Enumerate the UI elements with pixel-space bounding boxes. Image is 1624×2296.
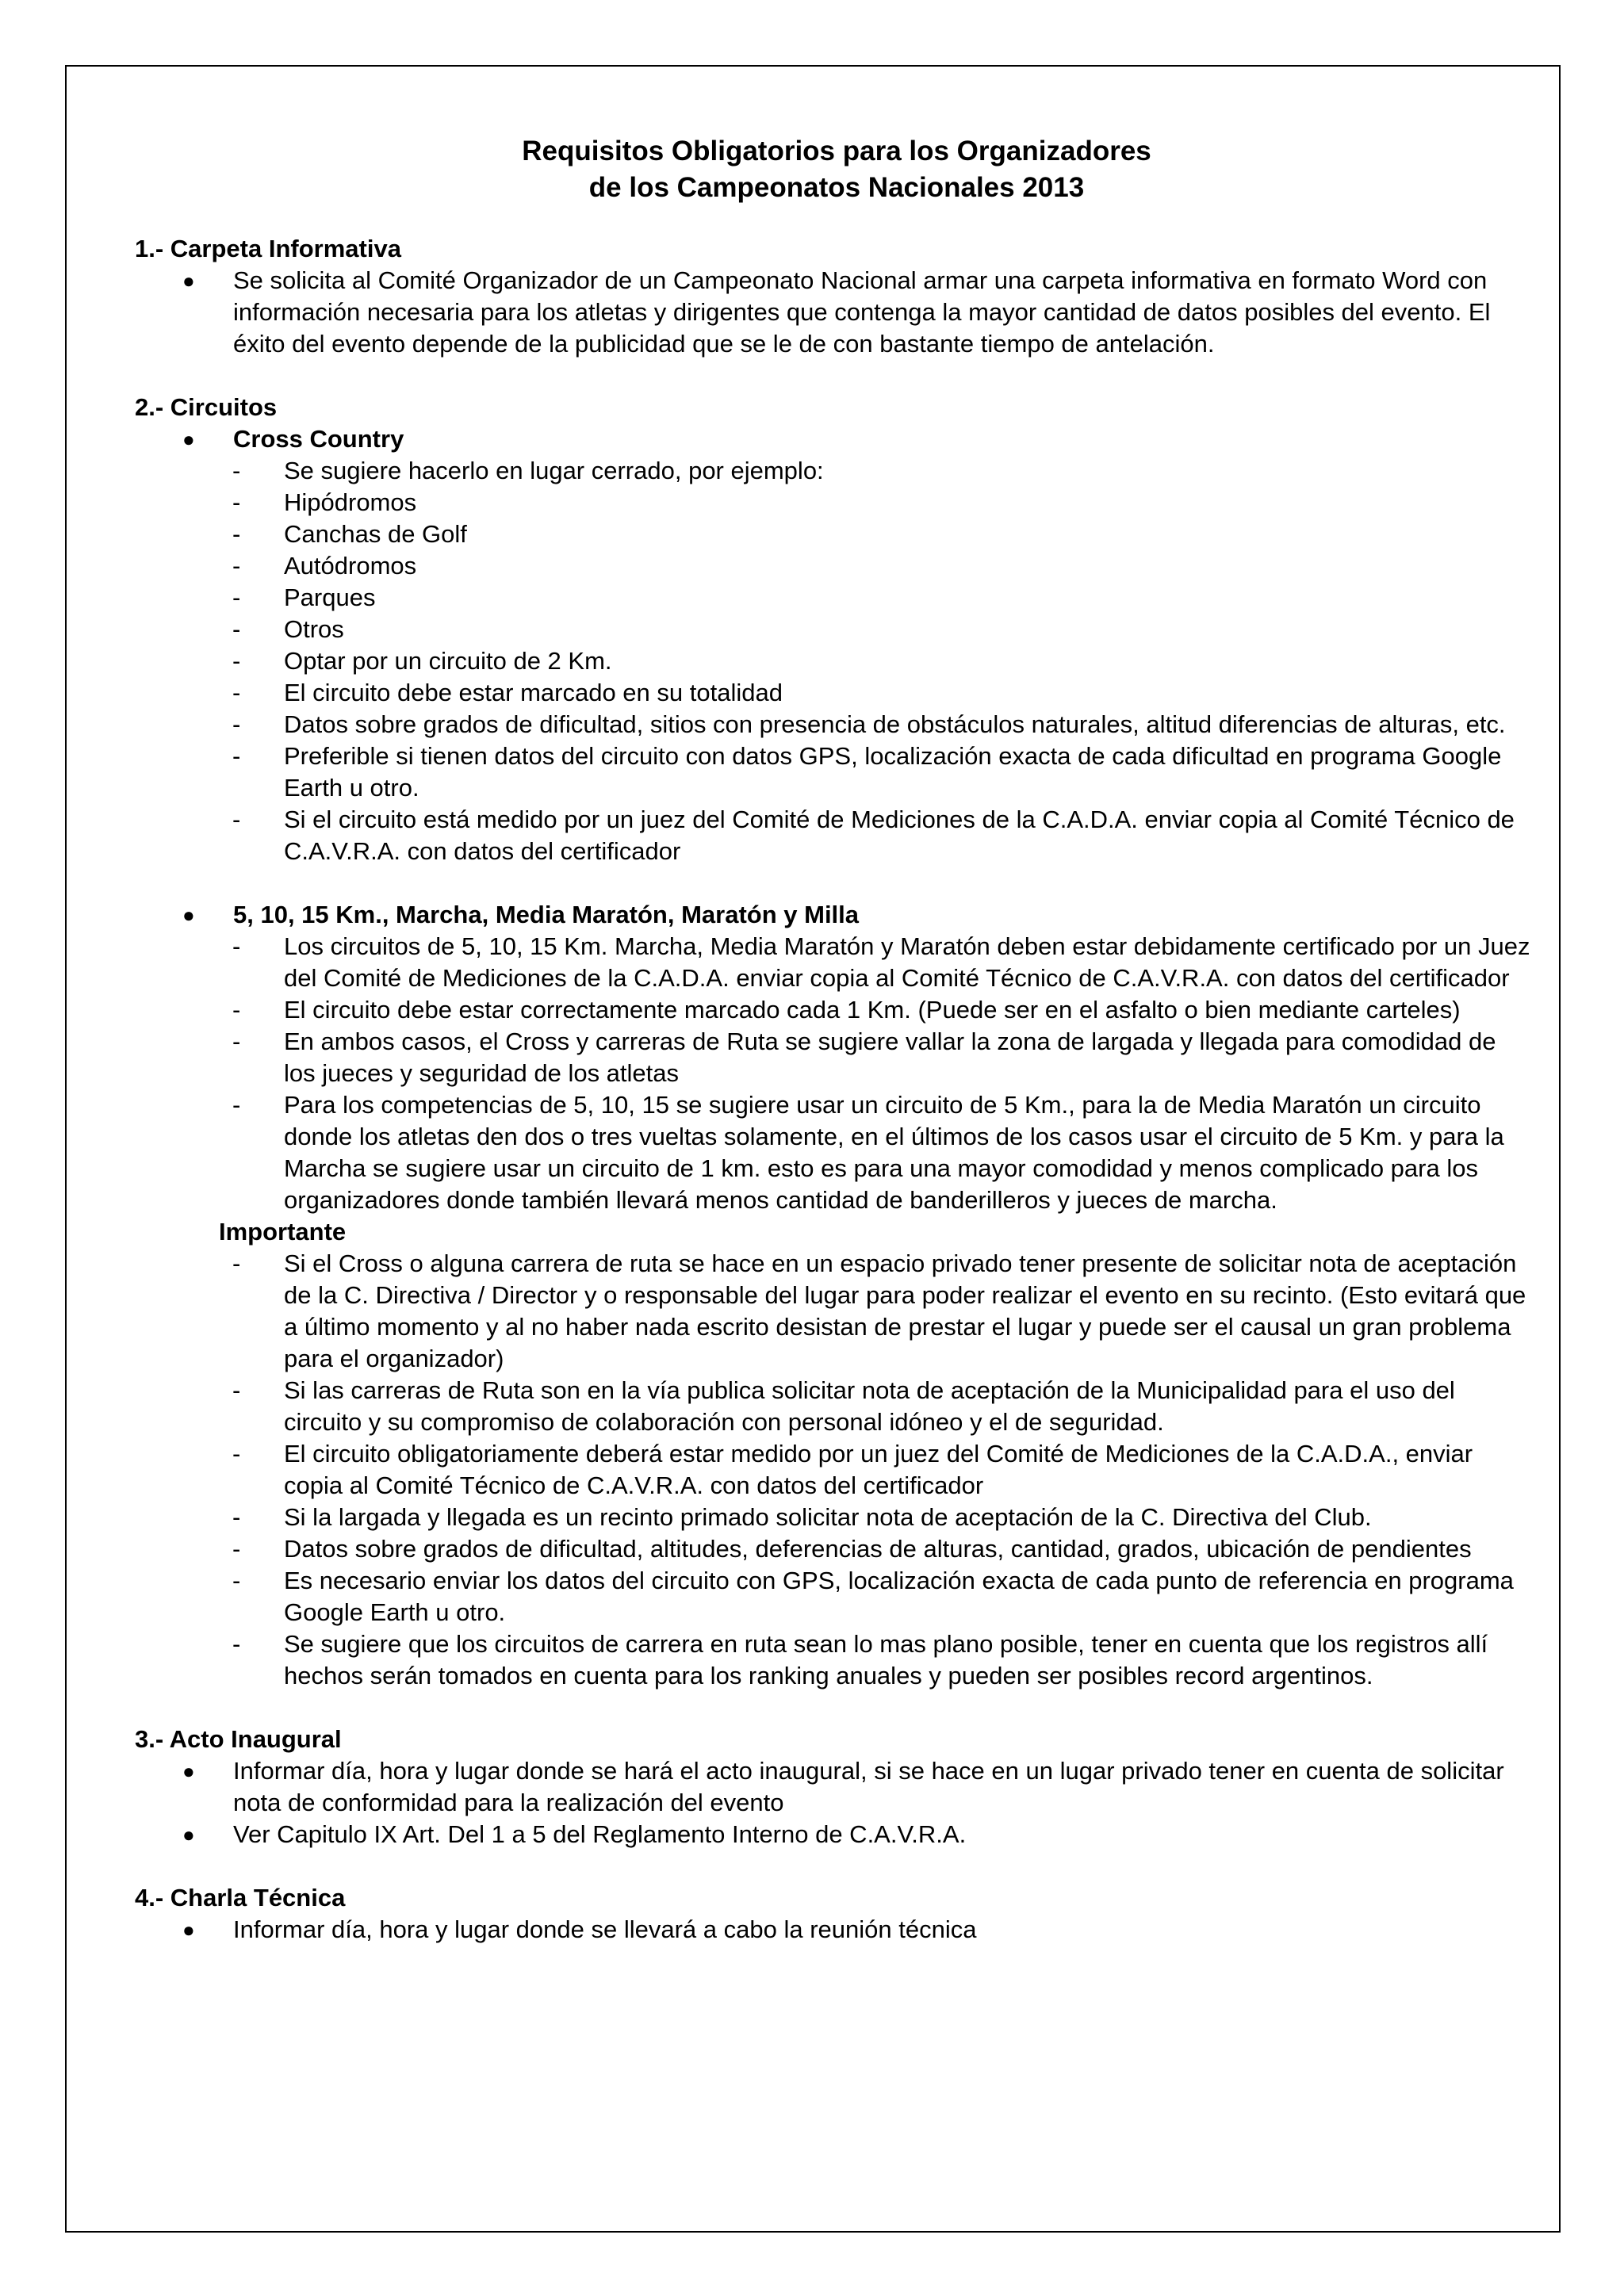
dash-text: Si el circuito está medido por un juez del Comité de Mediciones de la C.A.D.A. enviar copia al Comité Técnico de C.A.V.R.A. con datos del certificador: [284, 806, 1515, 865]
bullet-icon: ●: [182, 1918, 195, 1942]
dash-item: - Para los competencias de 5, 10, 15 se sugiere usar un circuito de 5 Km., para la de Media Maratón un circuito donde los atletas den dos o tres vueltas solamente, en el últimos de los casos usar el circuito de 5 Km. y para la Marcha se sugiere usar un circuito de 1 km. esto es para una mayor comodidad y menos complicado para los organizadores donde también llevará menos cantidad de banderilleros y jueces de marcha.: [232, 1091, 1504, 1214]
important-list: [135, 1248, 1538, 1692]
road-races-title: 5, 10, 15 Km., Marcha, Media Maratón, Maratón y Milla: [233, 901, 860, 928]
bullet-text: Informar día, hora y lugar donde se llevará a cabo la reunión técnica: [233, 1915, 977, 1943]
dash-text: Para los competencias de 5, 10, 15 se sugiere usar un circuito de 5 Km., para la de Media Maratón un circuito donde los atletas den dos o tres vueltas solamente, en el últimos de los casos usar el circuito de 5 Km. y para la Marcha se sugiere usar un circuito de 1 km. esto es para una mayor comodidad y menos complicado para los organizadores donde también llevará menos cantidad de banderilleros y jueces de marcha.: [284, 1091, 1504, 1214]
dash-item: - Los circuitos de 5, 10, 15 Km. Marcha, Media Maratón y Maratón deben estar debidamente certificado por un Juez del Comité de Mediciones de la C.A.D.A. enviar copia al Comité Técnico de C.A.V.R.A. con datos del certificador: [232, 932, 1530, 992]
cross-country-title: Cross Country: [233, 425, 404, 453]
dash-item: - Canchas de Golf: [232, 520, 467, 548]
dash-item: - El circuito debe estar correctamente marcado cada 1 Km. (Puede ser en el asfalto o bien mediante carteles): [232, 996, 1461, 1024]
dash-item: - Si el circuito está medido por un juez del Comité de Mediciones de la C.A.D.A. enviar copia al Comité Técnico de C.A.V.R.A. con datos del certificador: [232, 806, 1515, 865]
bullet-icon: ●: [182, 269, 195, 293]
dash-text: En ambos casos, el Cross y carreras de Ruta se sugiere vallar la zona de largada y llegada para comodidad de los jueces y seguridad de los atletas: [284, 1027, 1496, 1087]
document-title: [135, 133, 1538, 206]
dash-text: Preferible si tienen datos del circuito con datos GPS, localización exacta de cada dificultad en programa Google Earth u otro.: [284, 742, 1502, 802]
section-1-heading: 1.- Carpeta Informativa: [135, 235, 401, 262]
bullet-icon: ●: [182, 1823, 195, 1846]
dash-text: Si el Cross o alguna carrera de ruta se hace en un espacio privado tener presente de solicitar nota de aceptación de la C. Directiva / Director y o responsable del lugar para poder realizar el evento en su recinto. (Esto evitará que a último momento y al no haber nada escrito desistan de prestar el lugar y puede ser el causal un gran problema para el organizador): [284, 1249, 1526, 1372]
bullet-item: [135, 265, 1538, 360]
dash-item: - En ambos casos, el Cross y carreras de Ruta se sugiere vallar la zona de largada y llegada para comodidad de los jueces y seguridad de los atletas: [232, 1027, 1496, 1087]
dash-text: Es necesario enviar los datos del circuito con GPS, localización exacta de cada punto de referencia en programa Google Earth u otro.: [284, 1567, 1514, 1626]
road-races-list: [135, 931, 1538, 1216]
dash-item: - Datos sobre grados de dificultad, altitudes, deferencias de alturas, cantidad, grados, ubicación de pendientes: [232, 1535, 1472, 1563]
bullet-text: Se solicita al Comité Organizador de un Campeonato Nacional armar una carpeta informativa en formato Word con información necesaria para los atletas y dirigentes que contenga la mayor cantidad de datos posibles del evento. El éxito del evento depende de la publicidad que se le de con bastante tiempo de antelación.: [233, 266, 1491, 358]
title-line-1: Requisitos Obligatorios para los Organizadores: [522, 136, 1151, 166]
dash-item: - Preferible si tienen datos del circuito con datos GPS, localización exacta de cada dificultad en programa Google Earth u otro.: [232, 742, 1502, 802]
dash-text: Autódromos: [284, 552, 417, 580]
dash-text: El circuito obligatoriamente deberá estar medido por un juez del Comité de Mediciones de la C.A.D.A., enviar copia al Comité Técnico de C.A.V.R.A. con datos del certificador: [284, 1440, 1473, 1499]
dash-item: - Optar por un circuito de 2 Km.: [232, 647, 612, 675]
bullet-icon: ●: [182, 903, 195, 927]
dash-item: - Si el Cross o alguna carrera de ruta se hace en un espacio privado tener presente de solicitar nota de aceptación de la C. Directiva / Director y o responsable del lugar para poder realizar el evento en su recinto. (Esto evitará que a último momento y al no haber nada escrito desistan de prestar el lugar y puede ser el causal un gran problema para el organizador): [232, 1249, 1526, 1372]
dash-text: Parques: [284, 584, 376, 611]
dash-text: Si las carreras de Ruta son en la vía publica solicitar nota de aceptación de la Municipalidad para el uso del circuito y su compromiso de colaboración con personal idóneo y el de seguridad.: [284, 1376, 1455, 1436]
important-heading: Importante: [219, 1218, 347, 1246]
dash-item: - Es necesario enviar los datos del circuito con GPS, localización exacta de cada punto de referencia en programa Google Earth u otro.: [232, 1567, 1514, 1626]
dash-item: - Otros: [232, 615, 344, 643]
bullet-text: Informar día, hora y lugar donde se hará el acto inaugural, si se hace en un lugar privado tener en cuenta de solicitar nota de conformidad para la realización del evento: [233, 1757, 1504, 1816]
dash-text: El circuito debe estar marcado en su totalidad: [284, 679, 783, 706]
section-4-heading: 4.- Charla Técnica: [135, 1884, 346, 1911]
bullet-item: [135, 1914, 1538, 1946]
document-body: [135, 133, 1538, 1946]
dash-text: Se sugiere que los circuitos de carrera en ruta sean lo mas plano posible, tener en cuenta que los registros allí hechos serán tomados en cuenta para los ranking anuales y pueden ser posibles record argentinos.: [284, 1630, 1488, 1689]
dash-item: - Se sugiere que los circuitos de carrera en ruta sean lo mas plano posible, tener en cuenta que los registros allí hechos serán tomados en cuenta para los ranking anuales y pueden ser posibles record argentinos.: [232, 1630, 1488, 1689]
dash-item: - El circuito obligatoriamente deberá estar medido por un juez del Comité de Mediciones de la C.A.D.A., enviar copia al Comité Técnico de C.A.V.R.A. con datos del certificador: [232, 1440, 1473, 1499]
dash-text: Datos sobre grados de dificultad, sitios con presencia de obstáculos naturales, altitud diferencias de alturas, etc.: [284, 710, 1506, 738]
dash-text: Otros: [284, 615, 344, 643]
section-2-heading: 2.- Circuitos: [135, 393, 278, 421]
dash-item: - Se sugiere hacerlo en lugar cerrado, por ejemplo:: [232, 457, 824, 484]
bullet-item: [135, 1755, 1538, 1819]
bullet-item: [135, 899, 1538, 931]
dash-text: Los circuitos de 5, 10, 15 Km. Marcha, Media Maratón y Maratón deben estar debidamente certificado por un Juez del Comité de Mediciones de la C.A.D.A. enviar copia al Comité Técnico de C.A.V.R.A. con datos del certificador: [284, 932, 1530, 992]
dash-item: - Hipódromos: [232, 488, 417, 516]
section-3-heading: 3.- Acto Inaugural: [135, 1725, 342, 1753]
dash-item: - Si la largada y llegada es un recinto primado solicitar nota de aceptación de la C. Directiva del Club.: [232, 1503, 1372, 1531]
dash-text: El circuito debe estar correctamente marcado cada 1 Km. (Puede ser en el asfalto o bien mediante carteles): [284, 996, 1461, 1024]
dash-item: - Autódromos: [232, 552, 417, 580]
dash-text: Optar por un circuito de 2 Km.: [284, 647, 612, 675]
bullet-icon: ●: [182, 427, 195, 451]
dash-text: Datos sobre grados de dificultad, altitudes, deferencias de alturas, cantidad, grados, ubicación de pendientes: [284, 1535, 1472, 1563]
dash-item: - Si las carreras de Ruta son en la vía publica solicitar nota de aceptación de la Municipalidad para el uso del circuito y su compromiso de colaboración con personal idóneo y el de seguridad.: [232, 1376, 1455, 1436]
title-line-2: de los Campeonatos Nacionales 2013: [588, 172, 1085, 203]
bullet-item: [135, 423, 1538, 455]
dash-text: Canchas de Golf: [284, 520, 467, 548]
bullet-text: Ver Capitulo IX Art. Del 1 a 5 del Reglamento Interno de C.A.V.R.A.: [233, 1820, 967, 1848]
dash-text: Si la largada y llegada es un recinto primado solicitar nota de aceptación de la C. Directiva del Club.: [284, 1503, 1372, 1531]
dash-text: Hipódromos: [284, 488, 417, 516]
bullet-item: [135, 1819, 1538, 1850]
dash-item: - Datos sobre grados de dificultad, sitios con presencia de obstáculos naturales, altitud diferencias de alturas, etc.: [232, 710, 1506, 738]
dash-text: Se sugiere hacerlo en lugar cerrado, por ejemplo:: [284, 457, 824, 484]
dash-item: - El circuito debe estar marcado en su totalidad: [232, 679, 783, 706]
cross-country-list: [135, 455, 1538, 867]
bullet-icon: ●: [182, 1759, 195, 1783]
dash-item: - Parques: [232, 584, 376, 611]
